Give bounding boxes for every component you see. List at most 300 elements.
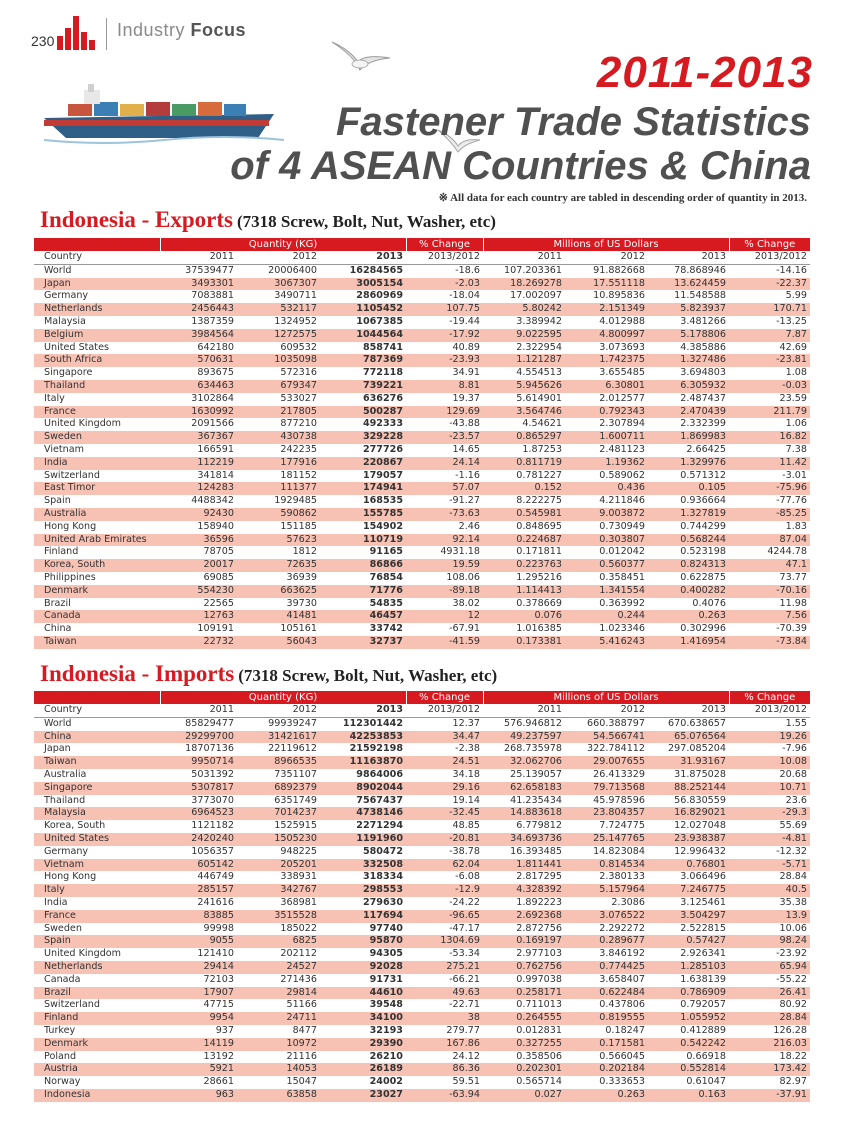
table-row	[34, 482, 810, 495]
value-cell: 1304.69	[406, 935, 483, 948]
value-cell: 216.03	[729, 1038, 810, 1051]
column-header: 2013/2012	[729, 704, 810, 717]
value-cell: 0.400282	[648, 585, 729, 598]
table-row	[34, 769, 810, 782]
table-row	[34, 623, 810, 636]
country-cell: United Arab Emirates	[34, 534, 160, 547]
value-cell: 1525915	[274, 820, 317, 832]
value-cell: 2.926341	[680, 948, 726, 960]
value-cell: 217805	[237, 406, 320, 419]
table-row	[34, 406, 810, 419]
value-cell: 8.81	[406, 380, 483, 393]
value-cell: 185022	[280, 922, 317, 934]
country-cell: Switzerland	[44, 469, 100, 481]
value-cell: 155785	[320, 508, 406, 521]
value-cell: 2.481123	[599, 443, 645, 455]
value-cell: 2.872756	[516, 922, 562, 934]
value-cell: 297.085204	[668, 743, 726, 755]
value-cell: 446749	[197, 871, 234, 883]
value-cell: 1.869983	[648, 431, 729, 444]
table-row	[34, 910, 810, 923]
column-header: 2013/2012	[406, 704, 483, 717]
table-row	[34, 807, 810, 820]
value-cell: 275.21	[406, 961, 483, 974]
column-header: 2013	[320, 704, 406, 717]
value-cell: 14.65	[452, 443, 480, 455]
section-label-bold: Focus	[190, 20, 247, 40]
value-cell: 0.819555	[565, 1012, 648, 1025]
value-cell: 0.61047	[686, 1076, 726, 1088]
value-cell: -70.16	[729, 585, 810, 598]
table-row	[34, 316, 810, 329]
value-cell: 202112	[280, 948, 317, 960]
value-cell: 69085	[203, 571, 234, 583]
value-cell: 29299700	[160, 731, 237, 744]
value-cell: 1.329976	[648, 457, 729, 470]
value-cell: 23.804357	[565, 807, 648, 820]
value-cell: 34.18	[452, 768, 480, 780]
value-cell: 4.800997	[565, 329, 648, 342]
country-cell: United Kingdom	[44, 418, 122, 430]
title-line-2: of 4 ASEAN Countries & China	[230, 144, 811, 188]
value-cell: 7.56	[729, 610, 810, 623]
country-cell: Singapore	[44, 367, 93, 379]
value-cell: 16.393485	[510, 845, 562, 857]
value-cell: 1.295216	[516, 571, 562, 583]
value-cell: 56043	[237, 636, 320, 649]
value-cell: -38.78	[449, 845, 480, 857]
value-cell: 2.692368	[483, 910, 565, 923]
value-cell: 25.139057	[510, 768, 562, 780]
value-cell: 4738146	[320, 807, 406, 820]
value-cell: 1.023346	[599, 623, 645, 635]
title-line-1: Fastener Trade Statistics	[335, 100, 811, 144]
table-row	[34, 495, 810, 508]
value-cell: 124283	[160, 482, 237, 495]
table-row	[34, 923, 810, 936]
value-cell: 39730	[286, 597, 317, 609]
value-cell: 242235	[280, 443, 317, 455]
value-cell: 2.307894	[599, 418, 645, 430]
country-cell: Malaysia	[34, 807, 160, 820]
value-cell: 0.027	[483, 1089, 565, 1102]
value-cell: 1.83	[785, 520, 807, 532]
value-cell: -1.16	[455, 469, 480, 481]
value-cell: 4244.78	[767, 546, 807, 558]
value-cell: 45.978596	[593, 794, 645, 806]
value-cell: 12.37	[452, 717, 480, 729]
value-cell: 7351107	[274, 768, 317, 780]
value-cell: 16.82	[729, 431, 810, 444]
value-cell: 121410	[197, 948, 234, 960]
value-cell: 0.152	[483, 482, 565, 495]
value-cell: 91731	[369, 973, 403, 985]
column-header: 2013/2012	[729, 251, 810, 264]
value-cell: 2.332399	[680, 418, 726, 430]
table-row	[34, 1038, 810, 1051]
value-cell: 32737	[320, 636, 406, 649]
column-header: 2011	[483, 251, 565, 264]
value-cell: 22732	[160, 636, 237, 649]
value-cell: 78705	[203, 546, 234, 558]
value-cell: 0.848695	[516, 520, 562, 532]
value-cell: 1.327819	[648, 508, 729, 521]
value-cell: 78.868946	[674, 264, 726, 276]
value-cell: 533027	[280, 392, 317, 404]
value-cell: 91.882668	[593, 264, 645, 276]
country-cell: India	[44, 896, 68, 908]
value-cell: 62.04	[406, 859, 483, 872]
value-cell: 642180	[197, 341, 234, 353]
table-row	[34, 743, 810, 756]
value-cell: 268.735978	[504, 743, 562, 755]
country-cell: Denmark	[34, 585, 160, 598]
table-row	[34, 1089, 810, 1102]
value-cell: -4.81	[729, 833, 810, 846]
value-cell: 44610	[320, 987, 406, 1000]
value-cell: 13.624459	[648, 278, 729, 291]
value-cell: 28.84	[779, 871, 807, 883]
value-cell: -12.32	[776, 845, 807, 857]
value-cell: 0.358506	[516, 1050, 562, 1062]
value-cell: 1505230	[237, 833, 320, 846]
value-cell: 0.545981	[483, 508, 565, 521]
value-cell: 220867	[320, 457, 406, 470]
value-cell: 26189	[320, 1063, 406, 1076]
value-cell: -66.21	[449, 973, 480, 985]
value-cell: 0.552814	[648, 1063, 729, 1076]
column-header: 2011	[160, 704, 237, 717]
value-cell: 129.69	[406, 406, 483, 419]
value-cell: 0.437806	[599, 999, 645, 1011]
column-group-header: Millions of US Dollars	[483, 691, 729, 704]
value-cell: 23.938387	[648, 833, 729, 846]
value-cell: 13.9	[729, 910, 810, 923]
value-cell: 0.523198	[680, 546, 726, 558]
value-cell: 1812	[292, 546, 317, 558]
value-cell: 0.792343	[565, 406, 648, 419]
value-cell: 38	[406, 1012, 483, 1025]
value-cell: -22.37	[729, 278, 810, 291]
value-cell: 1.016385	[516, 623, 562, 635]
value-cell: 11163870	[320, 756, 406, 769]
value-cell: 554230	[160, 585, 237, 598]
table-row	[34, 961, 810, 974]
seagull-image	[330, 36, 392, 84]
value-cell: 279.77	[446, 1024, 480, 1036]
value-cell: 10.06	[779, 922, 807, 934]
value-cell: 126.28	[773, 1024, 807, 1036]
value-cell: 5031392	[191, 768, 234, 780]
value-cell: 87.04	[729, 534, 810, 547]
table-row	[34, 393, 810, 406]
value-cell: 76854	[369, 571, 403, 583]
value-cell: 117694	[320, 910, 406, 923]
value-cell: 26210	[369, 1050, 403, 1062]
country-cell: World	[44, 717, 72, 729]
value-cell: 5.178806	[648, 329, 729, 342]
value-cell: 33742	[369, 623, 403, 635]
value-cell: 5307817	[160, 782, 237, 795]
value-cell: 79.713568	[565, 782, 648, 795]
value-cell: -37.91	[729, 1089, 810, 1102]
value-cell: 0.560377	[565, 559, 648, 572]
country-cell: Australia	[34, 508, 160, 521]
value-cell: 24.12	[452, 1050, 480, 1062]
value-cell: 91165	[369, 546, 403, 558]
value-cell: 23027	[320, 1089, 406, 1102]
column-group-header: % Change	[729, 691, 810, 704]
value-cell: -24.22	[449, 896, 480, 908]
value-cell: 36939	[286, 571, 317, 583]
column-header: 2012	[237, 251, 320, 264]
country-cell: China	[34, 731, 160, 744]
value-cell: 298553	[320, 884, 406, 897]
value-cell: 32.062706	[483, 756, 565, 769]
value-cell: 57623	[237, 534, 320, 547]
table-row	[34, 354, 810, 367]
country-cell: Canada	[34, 610, 160, 623]
value-cell: 663625	[237, 585, 320, 598]
value-cell: 1035098	[237, 354, 320, 367]
column-group-header: Millions of US Dollars	[483, 238, 729, 251]
value-cell: 329228	[320, 431, 406, 444]
value-cell: 0.105	[648, 482, 729, 495]
value-cell: 97740	[369, 922, 403, 934]
value-cell: 5.99	[785, 290, 807, 302]
column-group-row	[34, 238, 810, 251]
country-cell: Hong Kong	[44, 871, 97, 883]
value-cell: 0.814534	[565, 859, 648, 872]
value-cell: 59.51	[452, 1076, 480, 1088]
country-cell: United States	[44, 341, 109, 353]
value-cell: 19.26	[729, 731, 810, 744]
value-cell: 8.222275	[516, 495, 562, 507]
value-cell: 3.564746	[483, 406, 565, 419]
value-cell: 7.87	[729, 329, 810, 342]
value-cell: 14.883618	[483, 807, 565, 820]
table-row	[34, 457, 810, 470]
value-cell: 16284565	[349, 264, 403, 276]
value-cell: 609532	[280, 341, 317, 353]
value-cell: 41481	[237, 610, 320, 623]
country-cell: Thailand	[44, 794, 86, 806]
value-cell: 8477	[292, 1024, 317, 1036]
value-cell: 0.258171	[483, 987, 565, 1000]
value-cell: -73.63	[406, 508, 483, 521]
value-cell: 332508	[320, 859, 406, 872]
value-cell: 11.98	[779, 597, 807, 609]
value-cell: 0.224687	[483, 534, 565, 547]
value-cell: 3.846192	[599, 948, 645, 960]
country-cell: Finland	[44, 546, 79, 558]
country-cell: Singapore	[34, 782, 160, 795]
country-cell: Austria	[34, 1063, 160, 1076]
value-cell: 25.147765	[565, 833, 648, 846]
value-cell: 0.571312	[680, 469, 726, 481]
table-row	[34, 833, 810, 846]
value-cell: 241616	[197, 896, 234, 908]
value-cell: 277726	[362, 443, 403, 455]
value-cell: 7567437	[356, 794, 403, 806]
value-cell: 3984564	[160, 329, 237, 342]
value-cell: 9950714	[160, 756, 237, 769]
value-cell: 24.14	[406, 457, 483, 470]
value-cell: 877210	[280, 418, 317, 430]
value-cell: 1.327486	[648, 354, 729, 367]
column-header-row	[34, 704, 810, 717]
value-cell: 12763	[160, 610, 237, 623]
value-cell: 2.977103	[516, 948, 562, 960]
country-cell: Korea, South	[34, 559, 160, 572]
table-row	[34, 948, 810, 961]
value-cell: 111377	[237, 482, 320, 495]
value-cell: 1929485	[274, 495, 317, 507]
value-cell: 2.012577	[599, 392, 645, 404]
country-cell: Brazil	[44, 597, 71, 609]
value-cell: 0.263	[648, 610, 729, 623]
value-cell: 6.779812	[516, 820, 562, 832]
value-cell: 47.1	[729, 559, 810, 572]
country-cell: Philippines	[44, 571, 96, 583]
value-cell: 787369	[320, 354, 406, 367]
value-cell: -2.03	[406, 278, 483, 291]
value-cell: 0.824313	[648, 559, 729, 572]
value-cell: 0.786909	[648, 987, 729, 1000]
value-cell: -7.96	[782, 743, 807, 755]
table-row	[34, 521, 810, 534]
value-cell: 14119	[160, 1038, 237, 1051]
value-cell: 6892379	[237, 782, 320, 795]
table-row	[34, 380, 810, 393]
value-cell: 0.566045	[599, 1050, 645, 1062]
value-cell: 6.305932	[648, 380, 729, 393]
value-cell: 7083881	[191, 290, 234, 302]
country-cell: France	[34, 910, 160, 923]
value-cell: 63858	[237, 1089, 320, 1102]
value-cell: 2420240	[160, 833, 237, 846]
table-row	[34, 559, 810, 572]
value-cell: -63.94	[406, 1089, 483, 1102]
value-cell: -73.84	[729, 636, 810, 649]
country-cell: Italy	[34, 884, 160, 897]
value-cell: 62.658183	[483, 782, 565, 795]
value-cell: -55.22	[776, 973, 807, 985]
value-cell: 99998	[203, 922, 234, 934]
value-cell: 2271294	[356, 820, 403, 832]
value-cell: 1.341554	[565, 585, 648, 598]
value-cell: 6825	[237, 935, 320, 948]
value-cell: 13192	[203, 1050, 234, 1062]
value-cell: 19.14	[452, 794, 480, 806]
title-years: 2011-2013	[596, 48, 813, 97]
table-row	[34, 508, 810, 521]
value-cell: 181152	[280, 469, 317, 481]
value-cell: 37539477	[185, 264, 234, 276]
table-row	[34, 329, 810, 342]
column-header: 2013/2012	[406, 251, 483, 264]
value-cell: 39548	[369, 999, 403, 1011]
value-cell: 72635	[237, 559, 320, 572]
country-cell: Netherlands	[34, 961, 160, 974]
value-cell: -18.6	[455, 264, 480, 276]
value-cell: 54.566741	[565, 731, 648, 744]
value-cell: 1.55	[785, 717, 807, 729]
value-cell: 24711	[237, 1012, 320, 1025]
value-cell: 532117	[237, 303, 320, 316]
value-cell: -32.45	[406, 807, 483, 820]
value-cell: 0.622875	[680, 571, 726, 583]
value-cell: -6.08	[455, 871, 480, 883]
value-cell: 5.945626	[483, 380, 565, 393]
column-group-header: % Change	[729, 238, 810, 251]
value-cell: 29814	[237, 987, 320, 1000]
table-row	[34, 999, 810, 1012]
table-row	[34, 278, 810, 291]
value-cell: 634463	[160, 380, 237, 393]
table-row	[34, 935, 810, 948]
country-cell: Sweden	[34, 431, 160, 444]
value-cell: 2.322954	[516, 341, 562, 353]
country-cell: Canada	[44, 973, 81, 985]
value-cell: 34.47	[406, 731, 483, 744]
value-cell: 0.333653	[599, 1076, 645, 1088]
value-cell: 65.076564	[648, 731, 729, 744]
table-row	[34, 470, 810, 483]
value-cell: 2.151349	[565, 303, 648, 316]
value-cell: 1067385	[356, 315, 403, 327]
value-cell: -70.39	[776, 623, 807, 635]
value-cell: 9055	[160, 935, 237, 948]
value-cell: 0.997038	[516, 973, 562, 985]
value-cell: 341814	[197, 469, 234, 481]
value-cell: -23.92	[776, 948, 807, 960]
value-cell: 679347	[237, 380, 320, 393]
value-cell: 2.522815	[680, 922, 726, 934]
value-cell: 177916	[237, 457, 320, 470]
value-cell: 168535	[362, 495, 403, 507]
table-row	[34, 636, 810, 649]
value-cell: -12.9	[406, 884, 483, 897]
value-cell: 95870	[320, 935, 406, 948]
country-cell: United Kingdom	[44, 948, 122, 960]
table-row	[34, 731, 810, 744]
table-row	[34, 782, 810, 795]
country-cell: Spain	[34, 935, 160, 948]
value-cell: 112301442	[342, 717, 403, 729]
value-cell: 28.84	[729, 1012, 810, 1025]
value-cell: 2.380133	[599, 871, 645, 883]
value-cell: 1191960	[320, 833, 406, 846]
table-row	[34, 820, 810, 833]
value-cell: -23.57	[406, 431, 483, 444]
value-cell: 0.57427	[648, 935, 729, 948]
value-cell: 1.121287	[483, 354, 565, 367]
value-cell: 15047	[286, 1076, 317, 1088]
value-cell: 368981	[280, 896, 317, 908]
value-cell: 82.97	[779, 1076, 807, 1088]
country-cell: Taiwan	[34, 756, 160, 769]
value-cell: 5.80242	[483, 303, 565, 316]
value-cell: -89.18	[406, 585, 483, 598]
value-cell: 1387359	[191, 315, 234, 327]
value-cell: 3.389942	[516, 315, 562, 327]
column-header: Country	[34, 704, 160, 717]
value-cell: 3.125461	[680, 896, 726, 908]
value-cell: 0.327255	[483, 1038, 565, 1051]
value-cell: 42253853	[320, 731, 406, 744]
value-cell: -20.81	[406, 833, 483, 846]
